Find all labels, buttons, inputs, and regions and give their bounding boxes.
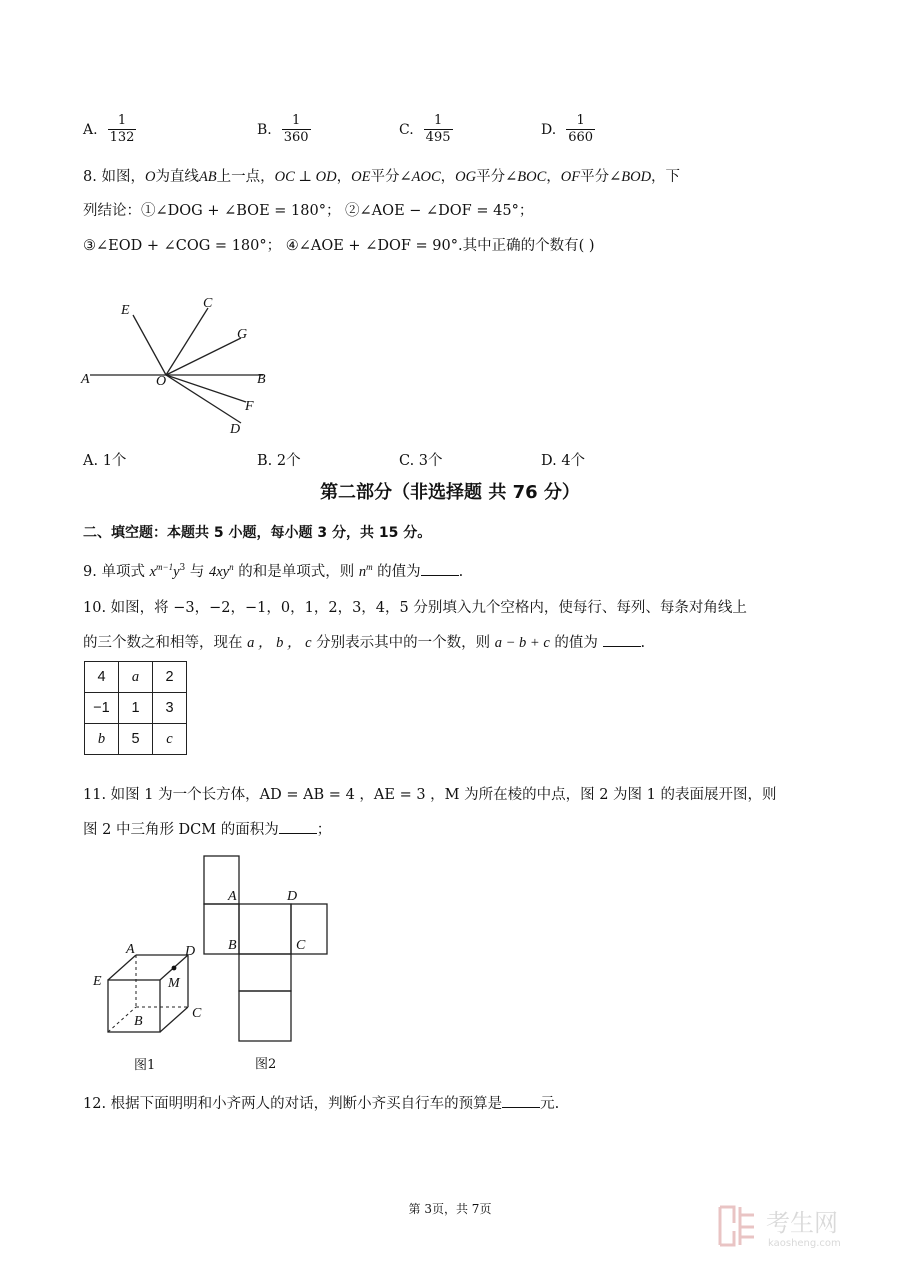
kaosheng-logo-icon — [716, 1203, 886, 1253]
grid-cell: 5 — [119, 724, 153, 755]
fig2-caption: 图2 — [255, 1057, 277, 1072]
label-o: O — [156, 374, 167, 389]
svg-text:A: A — [228, 889, 237, 904]
label-f: F — [245, 399, 254, 414]
q11-line1: 11. 如图 1 为一个长方体，AD = AB = 4 ，AE = 3 ，M 为所在棱的中点，图 2 为图 1 的表面展开图，则 — [83, 787, 777, 803]
grid-cell: b — [85, 724, 119, 755]
q9-answer-blank — [421, 561, 459, 576]
label-d: D — [230, 422, 241, 437]
q8-line3: ③∠EOD + ∠COG = 180°； ④∠AOE + ∠DOF = 90°.其中正确的个数有( ) — [83, 238, 595, 254]
q10-answer-blank — [603, 632, 641, 647]
q7-option-a: A. $\frac{1}{132}$ — [83, 113, 135, 145]
label-e: E — [121, 303, 130, 318]
q8-option-b: B. 2个 — [257, 453, 301, 469]
q8-option-a: A. 1个 — [83, 453, 127, 469]
part2-heading: 第二部分（非选择题 共 76 分） — [320, 482, 580, 503]
fig1-caption: 图1 — [134, 1058, 156, 1073]
svg-text:B: B — [134, 1014, 143, 1029]
q8-angle-figure — [78, 290, 278, 440]
q8-option-c: C. 3个 — [399, 453, 443, 469]
q12-line: 12. 根据下面明明和小齐两人的对话，判断小齐买自行车的预算是 元. — [83, 1092, 559, 1113]
q7-option-d: D. $\frac{1}{660}$ — [541, 113, 594, 145]
q12-answer-blank — [502, 1093, 540, 1108]
grid-cell: −1 — [85, 693, 119, 724]
grid-cell: 1 — [119, 693, 153, 724]
magic-square-grid — [84, 661, 187, 755]
svg-text:E: E — [93, 974, 102, 989]
svg-text:B: B — [228, 938, 237, 953]
section2-title: 二、填空题：本题共 5 小题，每小题 3 分，共 15 分。 — [83, 525, 432, 541]
q11-line2: 图 2 中三角形 DCM 的面积为 ； — [83, 818, 331, 839]
svg-text:C: C — [192, 1006, 202, 1021]
q11-figure2-net — [195, 850, 340, 1080]
q7-option-b: B. $\frac{1}{360}$ — [257, 113, 309, 145]
grid-cell: a — [119, 662, 153, 693]
point-m — [172, 966, 177, 971]
grid-cell: c — [153, 724, 187, 755]
grid-cell: 4 — [85, 662, 119, 693]
svg-text:考生网: 考生网 — [766, 1209, 838, 1237]
q8-line2: 列结论：①∠DOG + ∠BOE = 180°； ②∠AOE − ∠DOF = 45°； — [83, 203, 534, 219]
svg-text:kaosheng.com: kaosheng.com — [768, 1238, 841, 1249]
q10-line2: 的三个数之和相等，现在 a ， b ， c 分别表示其中的一个数，则 a − b + c 的值为 . — [83, 631, 645, 652]
q8-option-d: D. 4个 — [541, 453, 586, 469]
q9-line: 9. 单项式 $x^{m-1}y^3$ 与 $4xy^n$ 的和是单项式，则 $n^m$ 的值为 . — [83, 562, 464, 580]
q11-answer-blank — [279, 819, 317, 834]
svg-text:D: D — [185, 944, 196, 959]
ray-od — [166, 375, 241, 423]
ray-of — [166, 375, 246, 402]
svg-text:A: A — [126, 942, 135, 957]
grid-cell: 3 — [153, 693, 187, 724]
svg-text:M: M — [168, 976, 180, 991]
svg-text:D: D — [287, 889, 298, 904]
label-g: G — [237, 327, 248, 342]
ray-oe — [133, 315, 166, 375]
watermark-logo — [716, 1203, 886, 1257]
q8-line1: 8. 如图，O为直线AB上一点，OC ⊥ OD，OE平分∠AOC，OG平分∠BOC，OF平分∠BOD，下 — [83, 169, 681, 185]
q10-line1: 10. 如图，将 −3，−2，−1，0，1，2，3，4，5 分别填入九个空格内，使每行、每列、每条对角线上 — [83, 600, 747, 616]
page-footer: 第 3页，共 7页 — [408, 1202, 492, 1216]
label-a: A — [81, 372, 90, 387]
q7-option-c: C. $\frac{1}{495}$ — [399, 113, 451, 145]
grid-cell: 2 — [153, 662, 187, 693]
svg-text:C: C — [296, 938, 306, 953]
label-c: C — [203, 296, 213, 311]
label-b: B — [257, 372, 266, 387]
